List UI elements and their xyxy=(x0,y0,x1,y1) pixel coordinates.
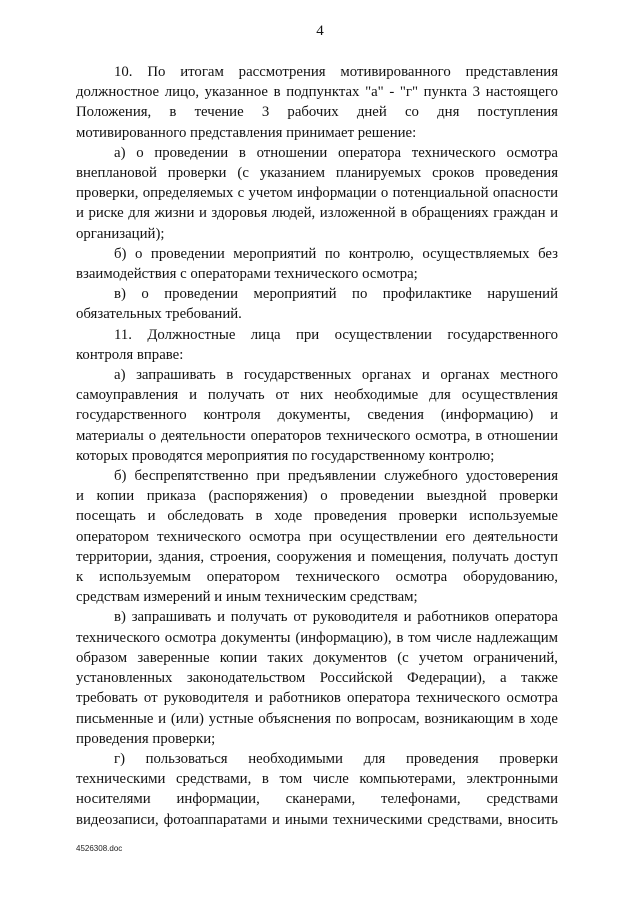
text-line: взаимодействия с операторами технического осмотра; xyxy=(76,266,418,283)
text-line: обязательных требований. xyxy=(76,306,242,323)
paragraph-p10a xyxy=(76,143,558,244)
text-line: требовать от руководителя и работников оператора технического осмотра xyxy=(76,690,558,707)
text-line: проведения проверки; xyxy=(76,730,216,747)
document-file-id: 4526308.doc xyxy=(76,844,123,853)
text-line: г) пользоваться необходимыми для проведения проверки xyxy=(114,750,558,767)
text-line: территории, здания, строения, сооружения и помещения, получать доступ xyxy=(76,548,558,565)
text-line: материалы о деятельности операторов технического осмотра, в отношении xyxy=(76,427,558,444)
text-line: проверки, определяемых с учетом информации о потенциальной опасности xyxy=(76,185,558,202)
text-line: организаций); xyxy=(76,225,165,242)
paragraph-p11a xyxy=(76,365,558,466)
text-line: 10. По итогам рассмотрения мотивированного представления xyxy=(114,64,558,80)
text-line: мотивированного представления принимает решение: xyxy=(76,124,417,141)
text-line: самоуправления и получать от них необходимые для осуществления xyxy=(76,387,558,404)
text-line: установленных законодательством Российской Федерации), а также xyxy=(76,670,558,687)
paragraph-p11 xyxy=(76,325,558,365)
text-line: в) о проведении мероприятий по профилактике нарушений xyxy=(114,286,558,303)
text-line: Положения, в течение 3 рабочих дней со дня поступления xyxy=(76,104,558,121)
paragraph-p10 xyxy=(76,62,558,143)
text-line: 11. Должностные лица при осуществлении государственного xyxy=(114,326,558,343)
text-line: внеплановой проверки (с указанием планируемых сроков проведения xyxy=(76,165,558,182)
text-line: образом заверенные копии таких документов (с учетом ограничений, xyxy=(76,649,558,666)
text-line: видеозаписи, фотоаппаратами и иными техническими средствами, вносить xyxy=(76,811,558,828)
paragraph-p11v xyxy=(76,607,558,748)
text-line: письменные и (или) устные объяснения по вопросам, возникающим в ходе xyxy=(76,710,558,727)
page-number: 4 xyxy=(316,23,324,39)
paragraph-p10v xyxy=(76,284,558,324)
text-line: в) запрашивать и получать от руководителя и работников оператора xyxy=(114,609,558,626)
text-line: технического осмотра документы (информацию), в том числе надлежащим xyxy=(76,629,558,646)
text-line: контроля вправе: xyxy=(76,346,184,363)
text-line: государственного контроля документы, сведения (информацию) и xyxy=(76,407,558,424)
text-line: посещать и обследовать в ходе проведения проверки используемые xyxy=(76,508,558,525)
text-line: б) о проведении мероприятий по контролю, осуществляемых без xyxy=(114,245,558,262)
text-line: которых проводятся мероприятия по государственному контролю; xyxy=(76,447,495,464)
text-line: оператором технического осмотра при осуществлении его деятельности xyxy=(76,528,558,545)
text-line: средствам измерений и иным техническим средствам; xyxy=(76,589,418,606)
text-line: б) беспрепятственно при предъявлении служебного удостоверения xyxy=(114,468,558,485)
paragraph-p10b xyxy=(76,244,558,284)
document-body xyxy=(76,62,558,830)
text-line: должностное лицо, указанное в подпунктах "а" - "г" пункта 3 настоящего xyxy=(76,84,558,101)
text-line: техническими средствами, в том числе компьютерами, электронными xyxy=(76,771,558,788)
paragraph-p11b xyxy=(76,466,558,607)
paragraph-p11g xyxy=(76,749,558,830)
text-line: а) о проведении в отношении оператора технического осмотра xyxy=(114,144,558,161)
text-line: и копии приказа (распоряжения) о проведении выездной проверки xyxy=(76,488,558,505)
text-line: и риске для жизни и здоровья людей, изложенной в обращениях граждан и xyxy=(76,205,558,222)
text-line: носителями информации, сканерами, телефонами, средствами xyxy=(76,791,558,808)
text-line: к используемым оператором технического осмотра оборудованию, xyxy=(76,569,558,586)
text-line: а) запрашивать в государственных органах и органах местного xyxy=(114,367,558,384)
